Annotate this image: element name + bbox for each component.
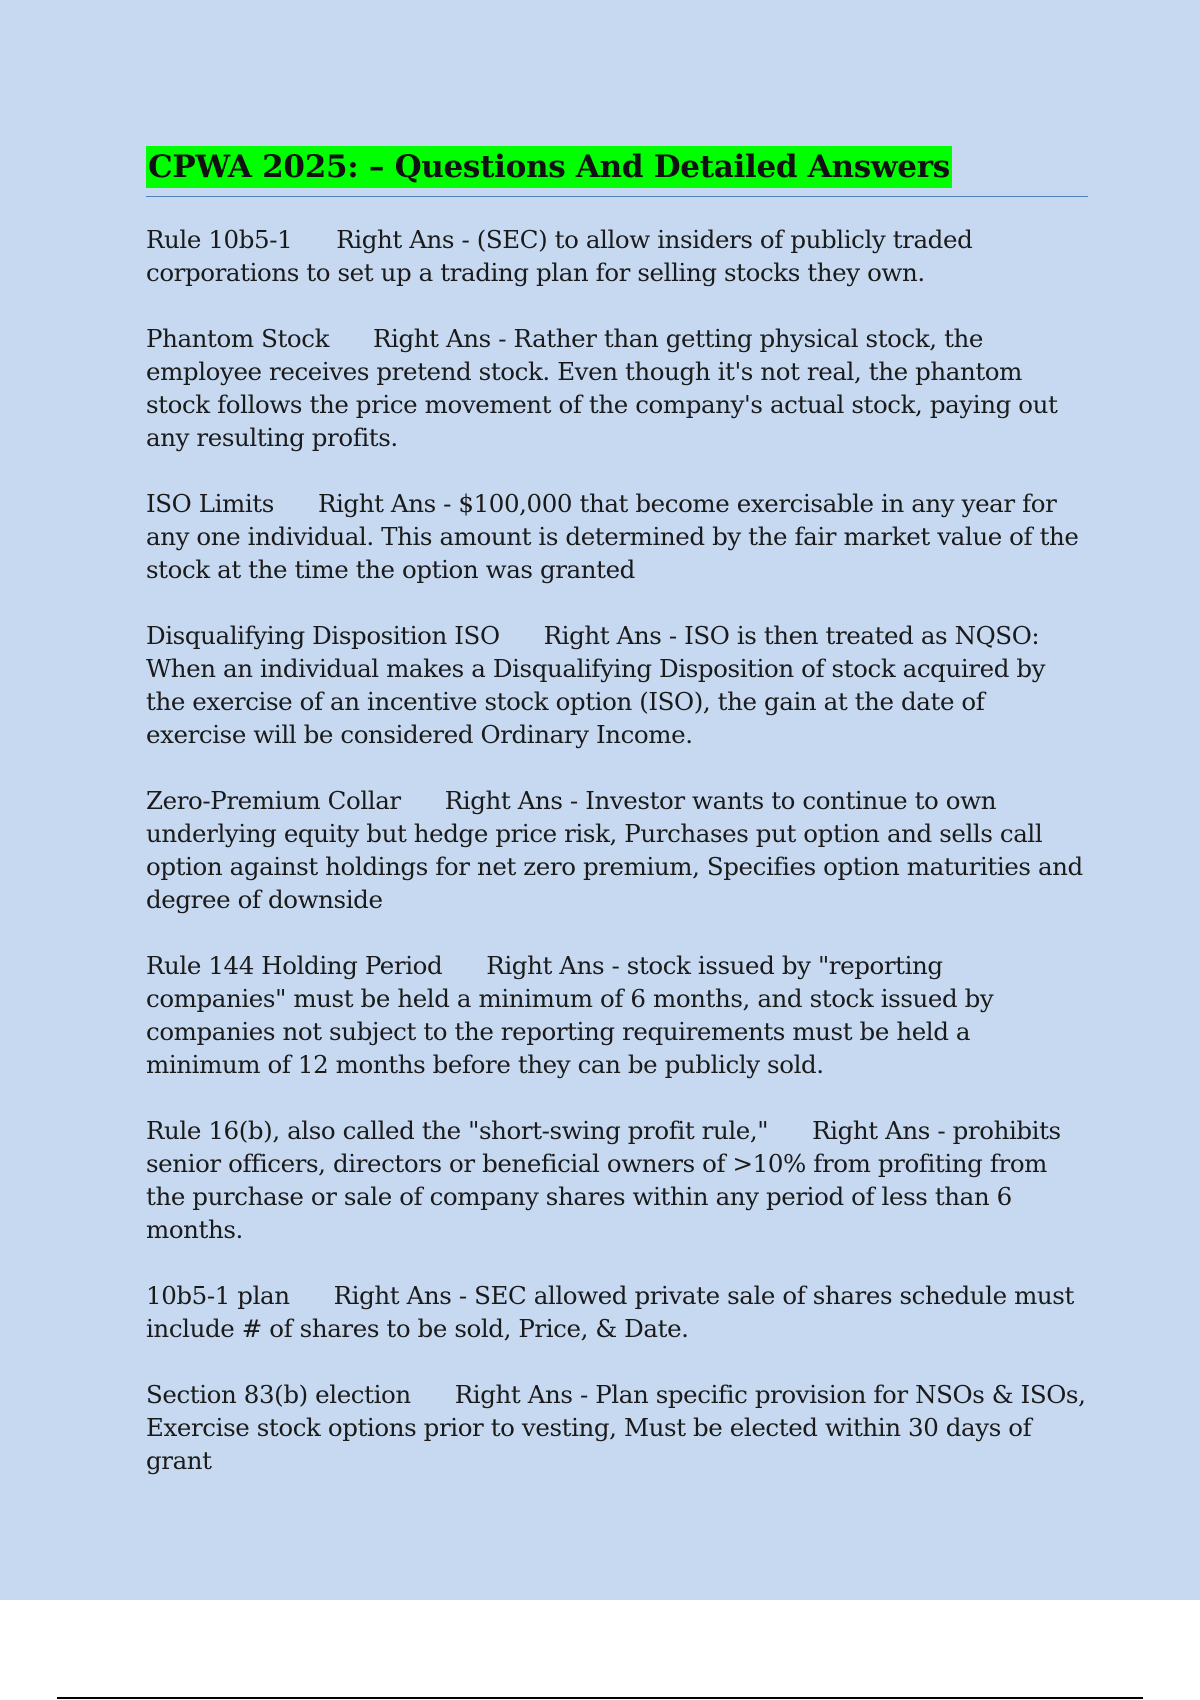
qa-answer: Right Ans - SEC allowed private sale of shares schedule must include # of shares to be sold, Price, & Date. — [146, 1281, 1074, 1343]
qa-term: ISO Limits — [146, 489, 274, 518]
qa-entry — [146, 487, 1088, 586]
qa-answer: Right Ans - Plan specific provision for NSOs & ISOs, Exercise stock options prior to vesting, Must be elected within 30 days of grant — [146, 1380, 1086, 1475]
document-title: CPWA 2025: – Questions And Detailed Answers — [146, 146, 952, 188]
qa-entry — [146, 1114, 1088, 1246]
qa-answer: Right Ans - Investor wants to continue to own underlying equity but hedge price risk, Purchases put option and sells call option against holdings for net zero premium, Specifies option maturities and degree of downside — [146, 786, 1083, 914]
qa-entry — [146, 784, 1088, 916]
qa-term: Phantom Stock — [146, 324, 330, 353]
qa-answer: Right Ans - ISO is then treated as NQSO: When an individual makes a Disqualifying Disposition of stock acquired by the exercise of an incentive stock option (ISO), the gain at the date of exercise will be considered Ordinary Income. — [146, 621, 1046, 749]
qa-entry — [146, 619, 1088, 751]
qa-term: Disqualifying Disposition ISO — [146, 621, 500, 650]
qa-term: Section 83(b) election — [146, 1380, 411, 1409]
qa-answer: Right Ans - (SEC) to allow insiders of publicly traded corporations to set up a trading plan for selling stocks they own. — [146, 225, 973, 287]
qa-entry — [146, 1279, 1088, 1345]
qa-entry — [146, 223, 1088, 289]
qa-entry — [146, 949, 1088, 1081]
qa-entry — [146, 1378, 1088, 1477]
qa-answer: Right Ans - $100,000 that become exercisable in any year for any one individual. This amount is determined by the fair market value of the stock at the time the option was granted — [146, 489, 1079, 584]
qa-term: Zero-Premium Collar — [146, 786, 401, 815]
qa-term: 10b5-1 plan — [146, 1281, 290, 1310]
document-content — [146, 146, 1088, 1510]
footer-divider — [57, 1697, 1143, 1699]
qa-entry — [146, 322, 1088, 454]
qa-answer: Right Ans - prohibits senior officers, directors or beneficial owners of >10% from profiting from the purchase or sale of company shares within any period of less than 6 months. — [146, 1116, 1061, 1244]
title-block — [146, 146, 1088, 197]
qa-term: Rule 10b5-1 — [146, 225, 293, 254]
qa-term: Rule 144 Holding Period — [146, 951, 443, 980]
qa-term: Rule 16(b), also called the "short-swing profit rule," — [146, 1116, 769, 1145]
qa-answer: Right Ans - stock issued by "reporting companies" must be held a minimum of 6 months, and stock issued by companies not subject to the reporting requirements must be held a minimum of 12 months before they can be publicly sold. — [146, 951, 994, 1079]
qa-answer: Right Ans - Rather than getting physical stock, the employee receives pretend stock. Even though it's not real, the phantom stock follows the price movement of the company's actual stock, paying out any resulting profits. — [146, 324, 1058, 452]
